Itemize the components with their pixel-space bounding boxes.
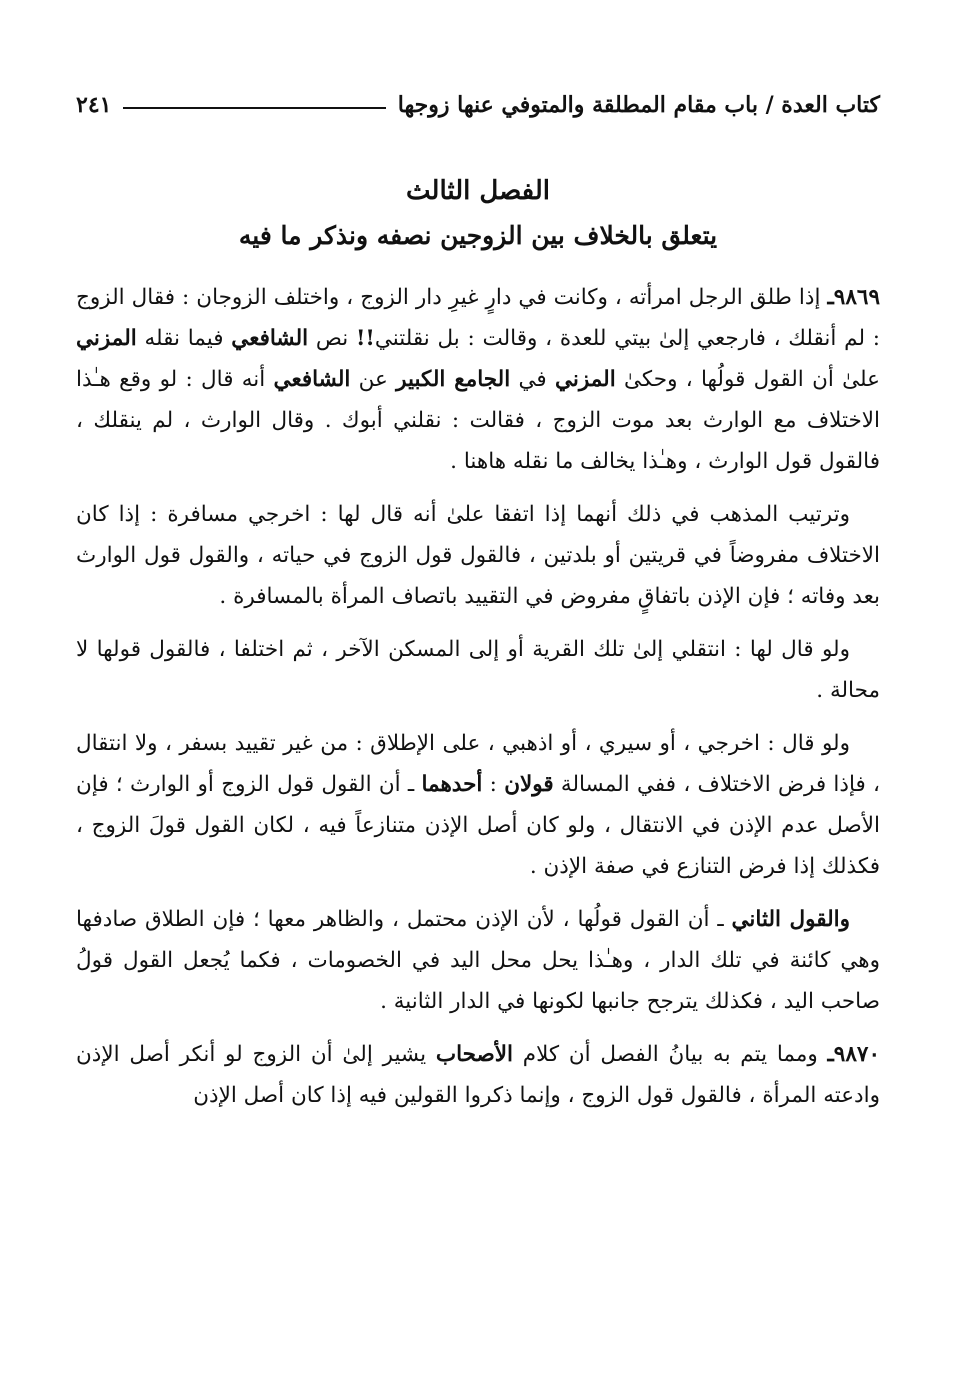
paragraph-move-village: ولو قال لها : انتقلي إلىٰ تلك القرية أو إلى المسكن الآخر ، ثم اختلفا ، فالقول قولها لا محالة .	[76, 637, 880, 704]
text-run: فيما نقله	[136, 326, 232, 352]
body-text	[76, 277, 880, 1116]
bold-term: قولان	[504, 772, 554, 798]
paragraph-9870	[76, 1034, 880, 1116]
exclamation-mark: !!	[355, 326, 375, 352]
scholar-name: المزني	[554, 367, 616, 393]
book-page	[76, 78, 880, 1128]
page-number: ٢٤١	[76, 92, 112, 118]
text-run: علىٰ أن القول قولُها ، وحكىٰ	[615, 367, 880, 393]
bold-term: والقول الثاني	[731, 907, 851, 933]
text-run: ولو قال : اخرجي ، أو سيري ، أو اذهبي ، على الإطلاق : من غير تقييد بسفر ، ولا انتقال ، فإذا فرض الاختلاف ، ففي المسالة	[76, 731, 880, 798]
text-run: :	[482, 772, 505, 798]
scholar-name: الشافعي	[273, 367, 351, 393]
scholar-name: الشافعي	[231, 326, 309, 352]
text-run: نص	[308, 326, 356, 352]
paragraph-two-opinions	[76, 723, 880, 887]
paragraph-9869	[76, 277, 880, 482]
text-run: ـ أن القول قول الزوج أو الوارث ؛ فإن الأصل عدم الإذن في الانتقال ، ولو كان أصل الإذن متنازعاً فيه ، لكان القول قولَ الزوج ، فكذلك إذا فرض التنازع في صفة الإذن .	[76, 772, 880, 880]
text-run: ـ أن القول قولُها ، لأن الإذن محتمل ، والظاهر معها ؛ فإن الطلاق صادفها وهي كائنة في تلك الدار ، وهـٰذا يحل محل اليد في الخصومات ، فكما يُجعل القول قولُ صاحب اليد ، فكذلك يترجح جانبها لكونها في الدار الثانية .	[76, 907, 880, 1015]
book-title: الجامع الكبير	[396, 367, 511, 393]
running-header	[76, 78, 880, 118]
text-run: إذا طلق الرجل امرأته ، وكانت في دارٍ غيرِ دار الزوج ، واختلف الزوجان : فقال الزوج : لم أنقلك ، فارجعي إلىٰ بيتي للعدة ، وقالت : بل نقلتني	[76, 285, 881, 352]
paragraph-madhhab-order: وترتيب المذهب في ذلك أنهما إذا اتفقا علىٰ أنه قال لها : اخرجي مسافرة : إذا كان الاختلاف مفروضاً في قريتين أو بلدتين ، فالقول قول الزوج في حياته ، والقول قول الوارث بعد وفاته ؛ فإن الإذن باتفاقٍ مفروض في التقييد باتصاف المرأة بالمسافرة .	[76, 502, 880, 610]
text-run: أنه قال : لو وقع هـٰذا الاختلاف مع الوارث بعد موت الزوج ، فقالت : نقلني أبوك . وقال الوارث ، لم ينقلك ، فالقول قول الوارث ، وهـٰذا يخالف ما نقله هاهنا .	[76, 367, 880, 475]
bold-term: الأصحاب	[435, 1042, 514, 1068]
header-rule	[123, 107, 385, 109]
text-run: يشير إلىٰ أن الزوج لو أنكر أصل الإذن وادعته المرأة ، فالقول قول الزوج ، وإنما ذكروا القولين فيه إذا كان أصل الإذن	[76, 1042, 880, 1109]
scholar-name: المزني	[76, 326, 137, 352]
issue-number: ٩٨٧٠ـ	[827, 1042, 880, 1068]
issue-number: ٩٨٦٩ـ	[827, 285, 880, 311]
running-title: كتاب العدة / باب مقام المطلقة والمتوفي عنها زوجها	[397, 92, 880, 118]
text-run: في	[510, 367, 555, 393]
text-run: عن	[350, 367, 397, 393]
chapter-title: الفصل الثالث	[406, 176, 550, 206]
paragraph-second-opinion	[76, 899, 880, 1022]
chapter-subtitle: يتعلق بالخلاف بين الزوجين نصفه ونذكر ما فيه	[238, 221, 718, 251]
bold-term: أحدهما	[421, 772, 483, 798]
text-run: ومما يتم به بيانُ الفصل أن كلام	[513, 1042, 828, 1068]
